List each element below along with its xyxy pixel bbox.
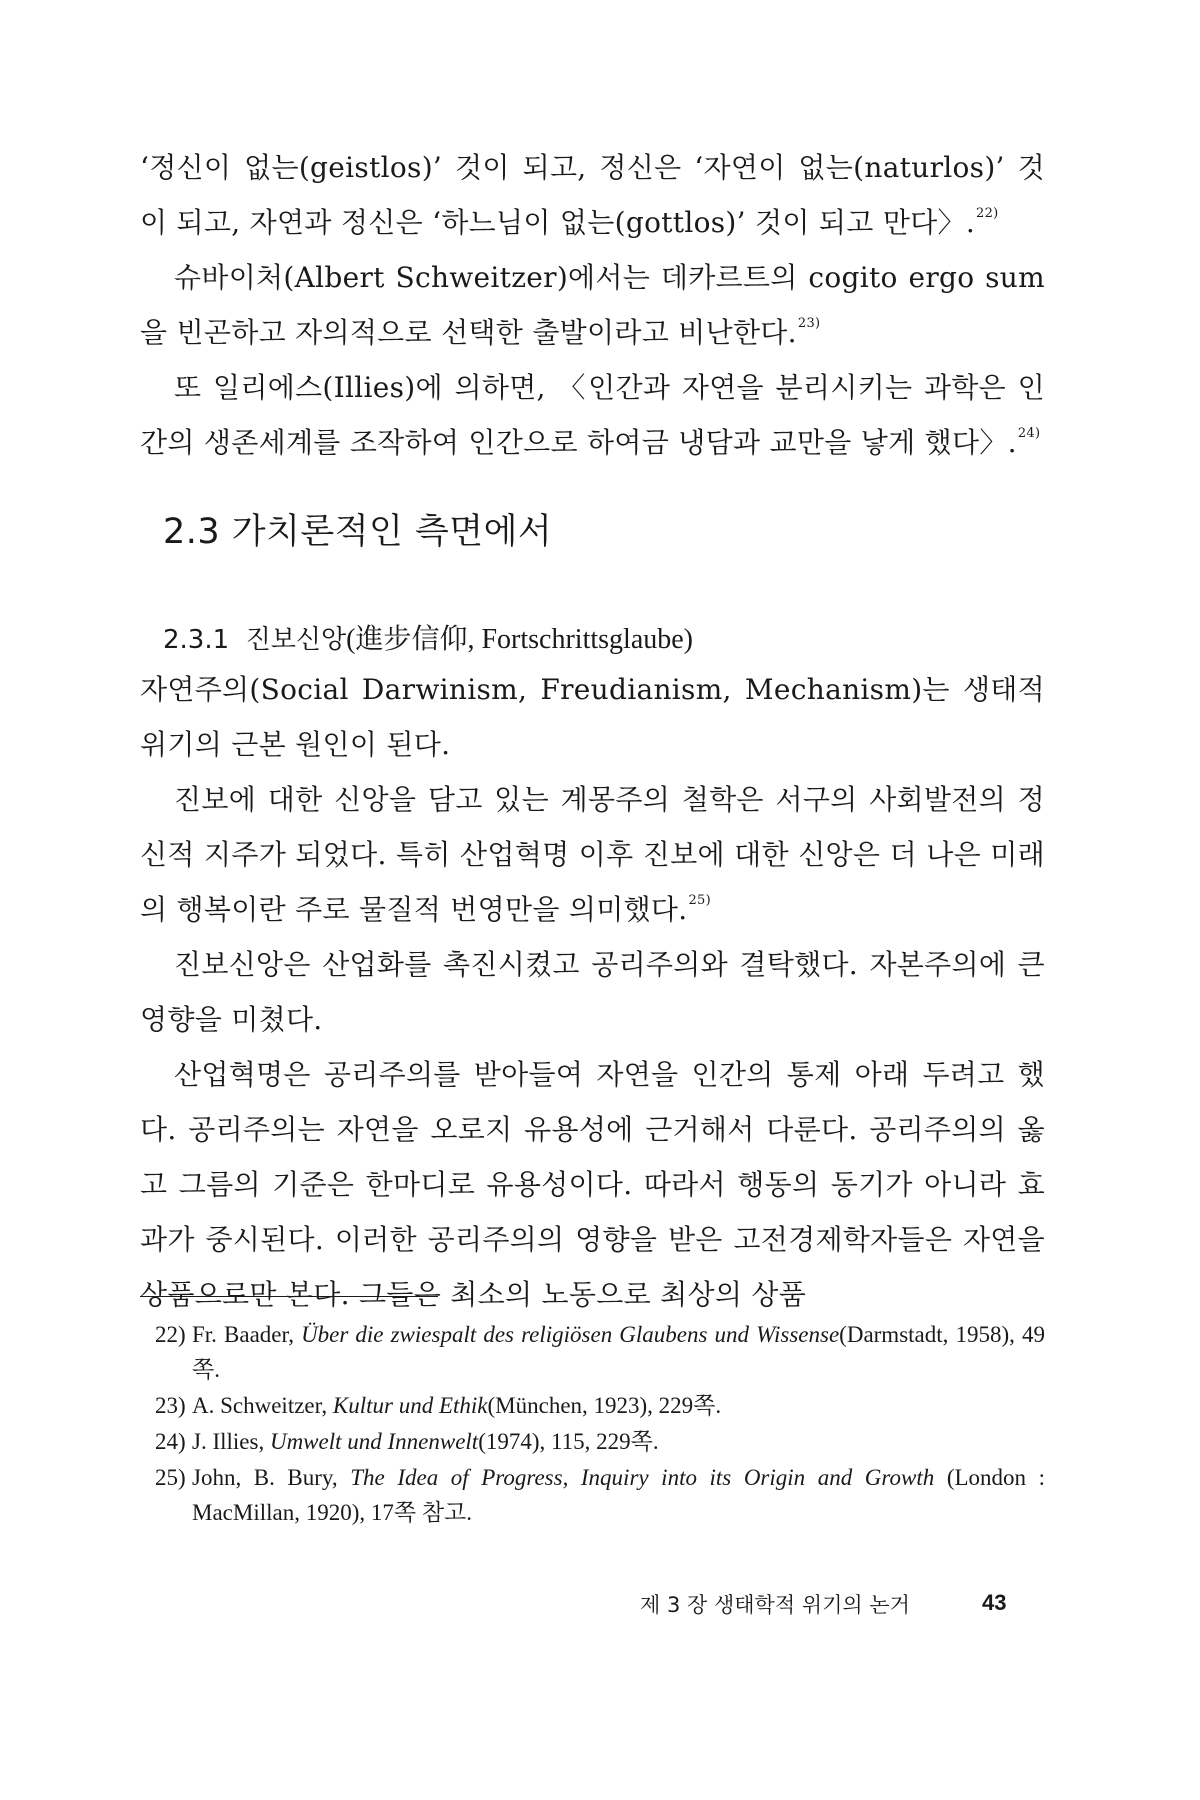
paragraph-quote-continuation: [140, 140, 1045, 250]
footnote-reference-23: 23): [797, 316, 821, 331]
footnote-24: [155, 1424, 1045, 1459]
footnote-author: John, B. Bury,: [192, 1465, 351, 1490]
footnote-25: [155, 1460, 1045, 1530]
footnote-text: [192, 1429, 659, 1454]
paragraph-illies: [140, 360, 1045, 470]
footnote-22: [155, 1317, 1045, 1387]
section-heading: 2.3 가치론적인 측면에서: [163, 512, 553, 552]
footnote-author: J. Illies,: [192, 1429, 270, 1454]
footnote-reference-25: 25): [688, 893, 711, 908]
paragraph-enlightenment: [140, 772, 1045, 937]
paragraph-naturalism: 자연주의(Social Darwinism, Freudianism, Mechanism)는 생태적 위기의 근본 원인이 된다.: [140, 673, 1045, 761]
paragraph-text: 또 일리에스(Illies)에 의하면, 〈인간과 자연을 분리시키는 과학은 인간의 생존세계를 조작하여 인간으로 하여금 냉담과 교만을 낳게 했다〉.: [140, 371, 1045, 459]
footnote-23: [155, 1388, 1045, 1423]
main-text-block: [140, 662, 1045, 1322]
paragraph-text: ‘정신이 없는(geistlos)’ 것이 되고, 정신은 ‘자연이 없는(naturlos)’ 것이 되고, 자연과 정신은 ‘하느님이 없는(gottlos)’ 것이 되고 만다〉.: [140, 151, 1045, 239]
footnote-publication: (1974), 115, 229쪽.: [478, 1429, 659, 1454]
footnote-text: [192, 1322, 1045, 1382]
footnote-work-title: Kultur und Ethik: [332, 1393, 488, 1418]
footnote-reference-24: 24): [1017, 426, 1041, 441]
footnote-reference-22: 22): [976, 206, 999, 221]
paragraph-text: 진보에 대한 신앙을 담고 있는 계몽주의 철학은 서구의 사회발전의 정신적 지주가 되었다. 특히 산업혁명 이후 진보에 대한 신앙은 더 나은 미래의 행복이란 주로 물질적 번영만을 의미했다.: [140, 783, 1045, 926]
footnote-author: A. Schweitzer,: [192, 1393, 333, 1418]
footnote-number: 25): [155, 1465, 186, 1490]
footnote-work-title: Umwelt und Innenwelt: [269, 1429, 479, 1454]
footnote-publication: (München, 1923), 229쪽.: [487, 1393, 722, 1418]
paragraph-text: 슈바이처(Albert Schweitzer)에서는 데카르트의 cogito ergo sum을 빈곤하고 자의적으로 선택한 출발이라고 비난한다.: [140, 261, 1045, 349]
paragraph-utilitarianism: 산업혁명은 공리주의를 받아들여 자연을 인간의 통제 아래 두려고 했다. 공리주의는 자연을 오로지 유용성에 근거해서 다룬다. 공리주의의 옳고 그름의 기준은 한마디로 유용성이다. 따라서 행동의 동기가 아니라 효과가 중시된다. 이러한 공리주의의 영향을 받은 고전경제학자들은 자연을 상품으로만 본다. 그들은 최소의 노동으로 최상의 상품: [140, 1058, 1045, 1311]
paragraph-progress-faith: 진보신앙은 산업화를 촉진시켰고 공리주의와 결탁했다. 자본주의에 큰 영향을 미쳤다.: [140, 948, 1045, 1036]
footnote-publication: (Darmstadt, 1958), 49쪽.: [192, 1322, 1045, 1382]
footnote-number: 23): [155, 1393, 186, 1418]
subsection-heading: [163, 619, 693, 661]
footnote-separator: [140, 1296, 438, 1297]
footnote-number: 24): [155, 1429, 186, 1454]
subsection-title-rest: (進步信仰, Fortschrittsglaube): [346, 624, 693, 655]
subsection-title-korean: 진보신앙: [245, 625, 347, 655]
paragraph-schweitzer: [140, 250, 1045, 360]
footnotes-list: [155, 1317, 1045, 1531]
footnote-number: 22): [155, 1322, 186, 1347]
footnote-publication: (London : MacMillan, 1920), 17쪽 참고.: [192, 1465, 1045, 1525]
footnote-work-title: Über die zwiespalt des religiösen Glaubens und Wissense: [301, 1322, 840, 1347]
footnote-text: [192, 1393, 721, 1418]
footnote-text: [192, 1465, 1045, 1525]
top-text-block: [140, 140, 1045, 470]
subsection-number: 2.3.1: [163, 625, 230, 655]
page-number: 43: [982, 1590, 1007, 1615]
running-footer-chapter: 제 3 장 생태학적 위기의 논거: [640, 1593, 910, 1617]
footnote-work-title: The Idea of Progress, Inquiry into its Origin and Growth: [350, 1465, 935, 1490]
footnote-author: Fr. Baader,: [192, 1322, 302, 1347]
